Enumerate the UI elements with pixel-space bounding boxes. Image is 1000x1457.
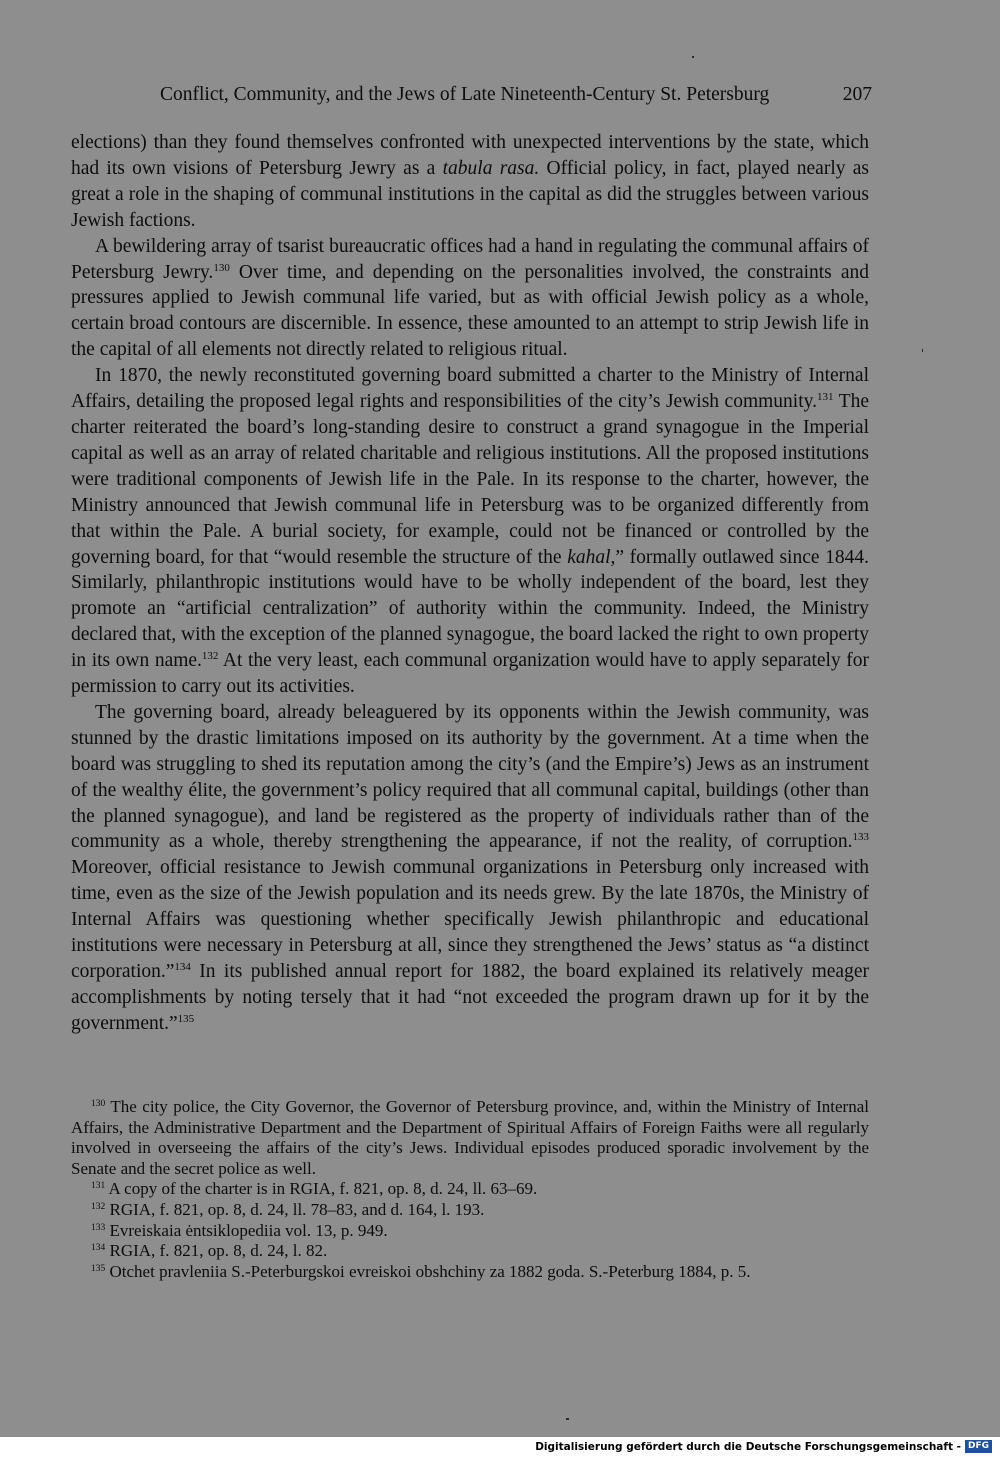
- footnote-text: A copy of the charter is in RGIA, f. 821, op. 8, d. 24, ll. 63–69.: [105, 1179, 538, 1199]
- footnote-131: [71, 1179, 869, 1200]
- footnote-text: Evreiskaia ėntsiklopediia vol. 13, p. 949.: [105, 1220, 388, 1240]
- text-run: A bewildering array of tsarist bureaucratic offices had a hand in regulating the communal affairs of Petersburg Jewry.: [71, 235, 869, 283]
- page-number: 207: [842, 84, 872, 105]
- footnote-number: 133: [91, 1222, 106, 1233]
- text-run: ” formally outlawed since 1844. Similarly, philanthropic institutions would have to be wholly independent of the board, lest they promote an “artificial centralization” of authority within the community. Indeed, the Ministry declared that, with the exception of the planned synagogue, the board lacked the right to own property in its own name.: [71, 546, 869, 672]
- footnote-text: RGIA, f. 821, op. 8, d. 24, l. 82.: [105, 1241, 328, 1261]
- footnote-number: 135: [91, 1263, 106, 1274]
- footnote-ref: 133: [852, 831, 869, 844]
- paragraph-3: [71, 363, 869, 700]
- text-run: At the very least, each communal organization would have to apply separately for permission to carry out its activities.: [71, 650, 869, 698]
- text-run: The charter reiterated the board’s long-standing desire to construct a grand synagogue in the Imperial capital as well as an array of related charitable and religious institutions. All the proposed institutions were traditional components of Jewish life in the Pale. In its response to the charter, however, the Ministry announced that Jewish communal life in Petersburg was to be organized differently from that within the Pale. A burial society, for example, could not be financed or controlled by the governing board, for that “would resemble the structure of the: [71, 391, 869, 568]
- scan-speck: [692, 56, 694, 58]
- scan-speck: [566, 1418, 569, 1420]
- footnote-ref: 134: [174, 961, 191, 973]
- credit-text: Digitalisierung gefördert durch die Deutsche Forschungsgemeinschaft -: [535, 1440, 961, 1453]
- footnote-130: [71, 1097, 869, 1179]
- footnote-number: 132: [91, 1201, 106, 1212]
- dfg-logo: DFG: [965, 1440, 992, 1453]
- italic-term: kahal,: [567, 546, 616, 568]
- footnotes: [71, 1097, 869, 1282]
- paragraph-1: [71, 130, 869, 234]
- footnote-ref: 131: [817, 391, 834, 404]
- footnote-text: RGIA, f. 821, op. 8, d. 24, ll. 78–83, and d. 164, l. 193.: [105, 1199, 485, 1219]
- footnote-ref: 130: [213, 261, 230, 274]
- footnote-text: Otchet pravleniia S.-Peterburgskoi evreiskoi obshchiny za 1882 goda. S.-Peterburg 1884, p. 5.: [105, 1261, 751, 1281]
- footnote-number: 131: [91, 1181, 106, 1192]
- footnote-text: The city police, the City Governor, the Governor of Petersburg province, and, within the Ministry of Internal Affairs, the Administrative Department and the Department of Spiritual Affairs of Foreign Faiths were all regularly involved in overseeing the affairs of the city’s Jews. Individual episodes produced sporadic involvement by the Senate and the secret police as well.: [71, 1097, 869, 1178]
- text-run: Over time, and depending on the personalities involved, the constraints and pressures applied to Jewish communal life varied, but as with official Jewish policy as a whole, certain broad contours are discernible. In essence, these amounted to an attempt to strip Jewish life in the capital of all elements not directly related to religious ritual.: [71, 261, 869, 361]
- footnote-number: 130: [91, 1099, 106, 1109]
- footnote-135: [71, 1262, 869, 1283]
- running-title: Conflict, Community, and the Jews of Late Nineteenth-Century St. Petersburg: [160, 84, 770, 105]
- scan-speck: [922, 349, 923, 352]
- footnote-ref: 132: [201, 650, 219, 663]
- footnote-133: [71, 1221, 869, 1242]
- footnote-ref: 135: [177, 1012, 195, 1025]
- text-run: In 1870, the newly reconstituted governing board submitted a charter to the Ministry of Internal Affairs, detailing the proposed legal rights and responsibilities of the city’s Jewish community.: [71, 365, 869, 413]
- body-text: [71, 130, 869, 1037]
- dfg-credit: [535, 1440, 992, 1453]
- text-run: elections) than they found themselves confronted with unexpected interventions by the state, which had its own visions of Petersburg Jewry as a: [71, 132, 869, 179]
- paragraph-2: [71, 234, 869, 364]
- paragraph-4: [71, 700, 869, 1037]
- text-run: In its published annual report for 1882, the board explained its relatively meager accomplishments by noting tersely that it had “not exceeded the program drawn up for it by the government.”: [71, 961, 869, 1034]
- footer-bar: [0, 1437, 1000, 1457]
- text-run: The governing board, already beleaguered by its opponents within the Jewish community, was stunned by the drastic limitations imposed on its authority by the government. At a time when the board was struggling to shed its reputation among the city’s (and the Empire’s) Jews as an instrument of the wealthy élite, the government’s policy required that all communal capital, buildings (other than the planned synagogue), and land be registered as the property of individuals rather than of the community as a whole, thereby strengthening the appearance, if not the reality, of corruption.: [71, 701, 869, 853]
- footnote-134: [71, 1241, 869, 1262]
- text-run: Moreover, official resistance to Jewish communal organizations in Petersburg only increased with time, even as the size of the Jewish population and its needs grew. By the late 1870s, the Ministry of Internal Affairs was questioning whether specifically Jewish philanthropic and educational institutions were necessary in Petersburg at all, since they strengthened the Jews’ status as “a distinct corporation.”: [71, 857, 869, 982]
- footnote-132: [71, 1200, 869, 1221]
- italic-term: tabula rasa.: [442, 157, 540, 179]
- text-run: Official policy, in fact, played nearly as great a role in the shaping of communal institutions in the capital as did the struggles between various Jewish factions.: [71, 157, 870, 231]
- footnote-number: 134: [91, 1243, 106, 1254]
